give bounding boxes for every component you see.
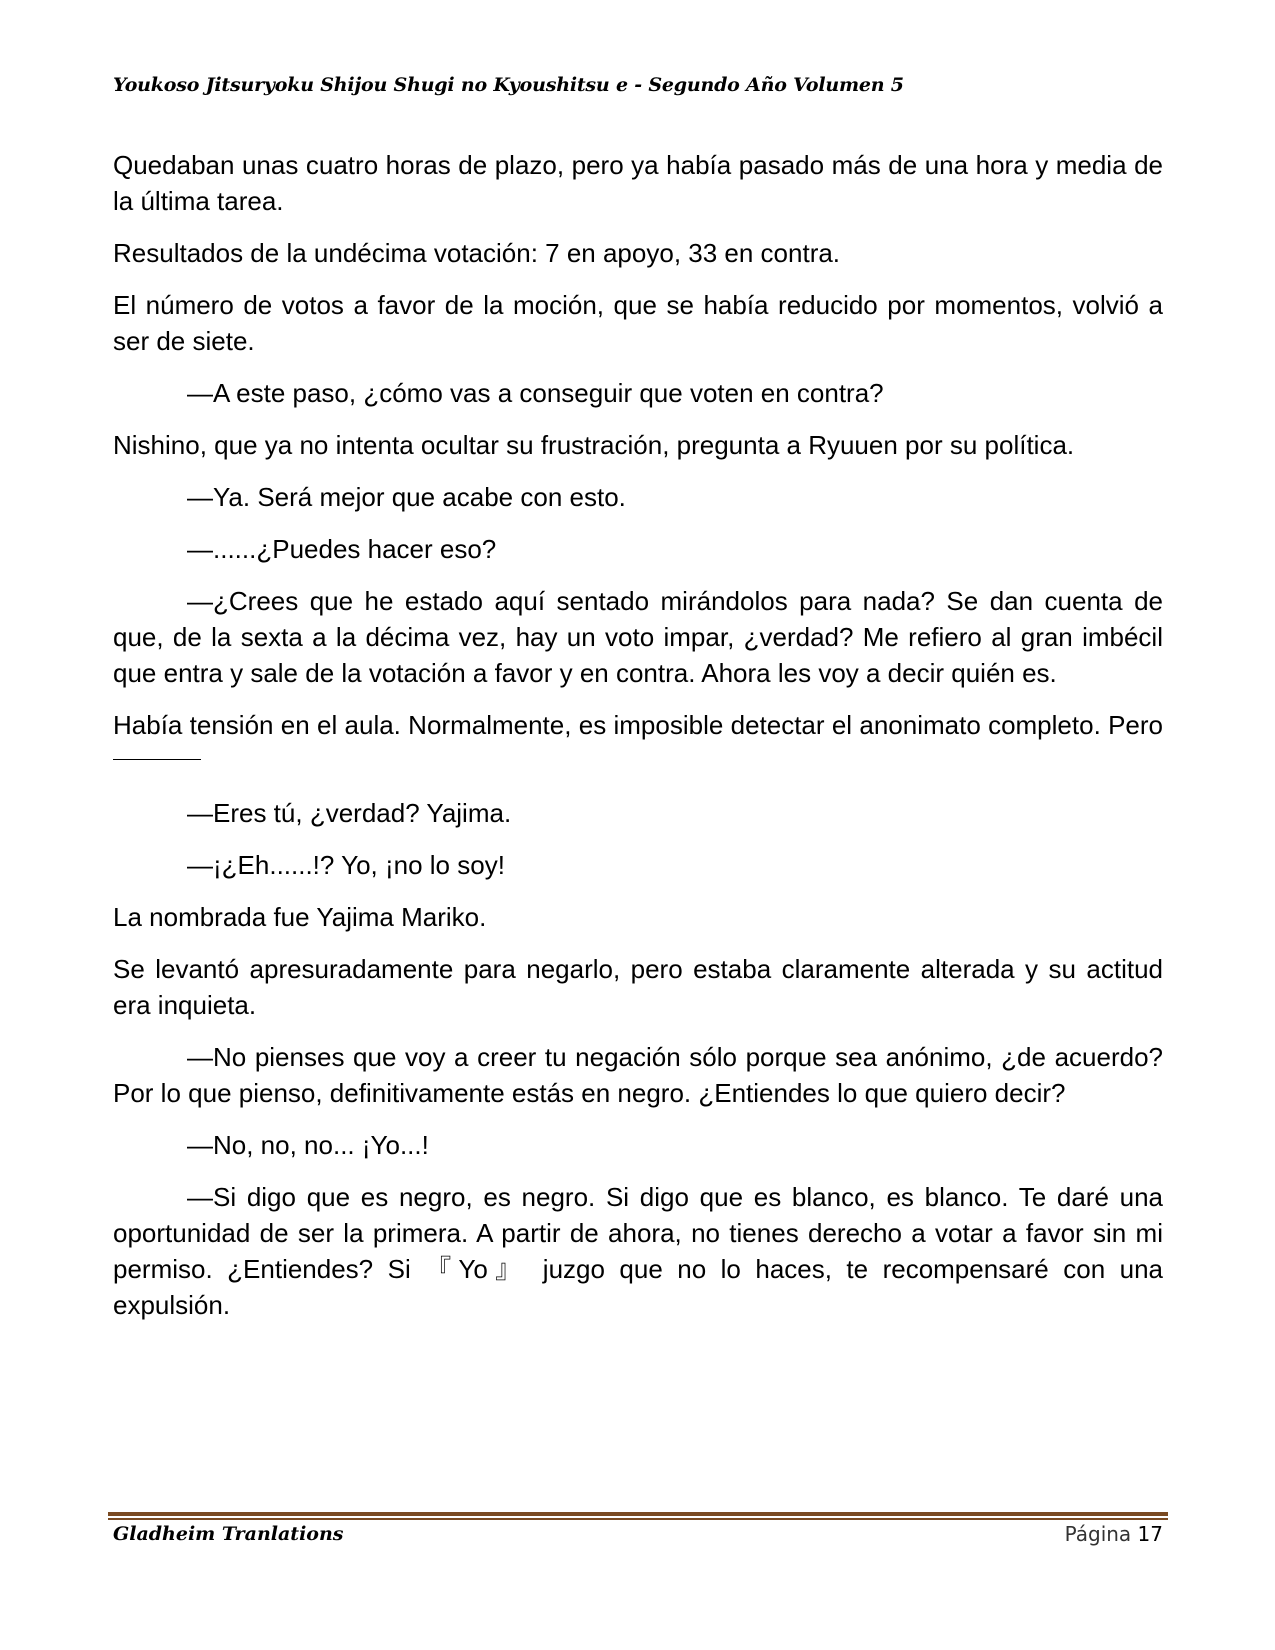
footer-rule-thick	[108, 1512, 1168, 1516]
em-dash-line	[113, 759, 201, 760]
body-text	[113, 147, 1163, 1339]
page-label: Página	[1064, 1522, 1132, 1546]
running-header: Youkoso Jitsuryoku Shijou Shugi no Kyoushitsu e - Segundo Año Volumen 5	[113, 74, 904, 96]
paragraph: Resultados de la undécima votación: 7 en apoyo, 33 en contra.	[113, 238, 841, 268]
page-number-value: 17	[1137, 1522, 1163, 1546]
page-number	[1065, 1522, 1163, 1546]
paragraph: La nombrada fue Yajima Mariko.	[113, 902, 487, 932]
dialogue-line: —Si digo que es negro, es negro. Si digo que es blanco, es blanco. Te daré una oportunidad de ser la primera. A partir de ahora, no tienes derecho a votar a favor sin mi permiso. ¿Entiendes? Si 『Yo』 juzgo que no lo haces, te recompensaré con una expulsión.	[113, 1182, 1163, 1320]
footer-rule-thin	[108, 1518, 1168, 1520]
paragraph	[113, 707, 1163, 779]
paragraph-text: Había tensión en el aula. Normalmente, es imposible detectar el anonimato completo. Pero	[113, 710, 1163, 740]
dialogue-line: —No, no, no... ¡Yo...!	[187, 1130, 429, 1160]
footer-publisher: Gladheim Tranlations	[113, 1523, 344, 1545]
dialogue-line: —No pienses que voy a creer tu negación sólo porque sea anónimo, ¿de acuerdo? Por lo que pienso, definitivamente estás en negro. ¿Entiendes lo que quiero decir?	[113, 1042, 1163, 1108]
dialogue-line: —......¿Puedes hacer eso?	[187, 534, 497, 564]
paragraph: Quedaban unas cuatro horas de plazo, pero ya había pasado más de una hora y media de la última tarea.	[113, 150, 1163, 216]
paragraph: Nishino, que ya no intenta ocultar su frustración, pregunta a Ryuuen por su política.	[113, 430, 1075, 460]
dialogue-line: —Eres tú, ¿verdad? Yajima.	[187, 798, 512, 828]
paragraph: El número de votos a favor de la moción, que se había reducido por momentos, volvió a ser de siete.	[113, 290, 1163, 356]
dialogue-line: —¿Crees que he estado aquí sentado mirándolos para nada? Se dan cuenta de que, de la sexta a la décima vez, hay un voto impar, ¿verdad? Me refiero al gran imbécil que entra y sale de la votación a favor y en contra. Ahora les voy a decir quién es.	[113, 586, 1163, 688]
dialogue-line: —A este paso, ¿cómo vas a conseguir que voten en contra?	[187, 378, 884, 408]
footer-rule	[108, 1512, 1168, 1520]
paragraph: Se levantó apresuradamente para negarlo, pero estaba claramente alterada y su actitud era inquieta.	[113, 954, 1163, 1020]
dialogue-line: —Ya. Será mejor que acabe con esto.	[187, 482, 626, 512]
dialogue-line: —¡¿Eh......!? Yo, ¡no lo soy!	[187, 850, 505, 880]
